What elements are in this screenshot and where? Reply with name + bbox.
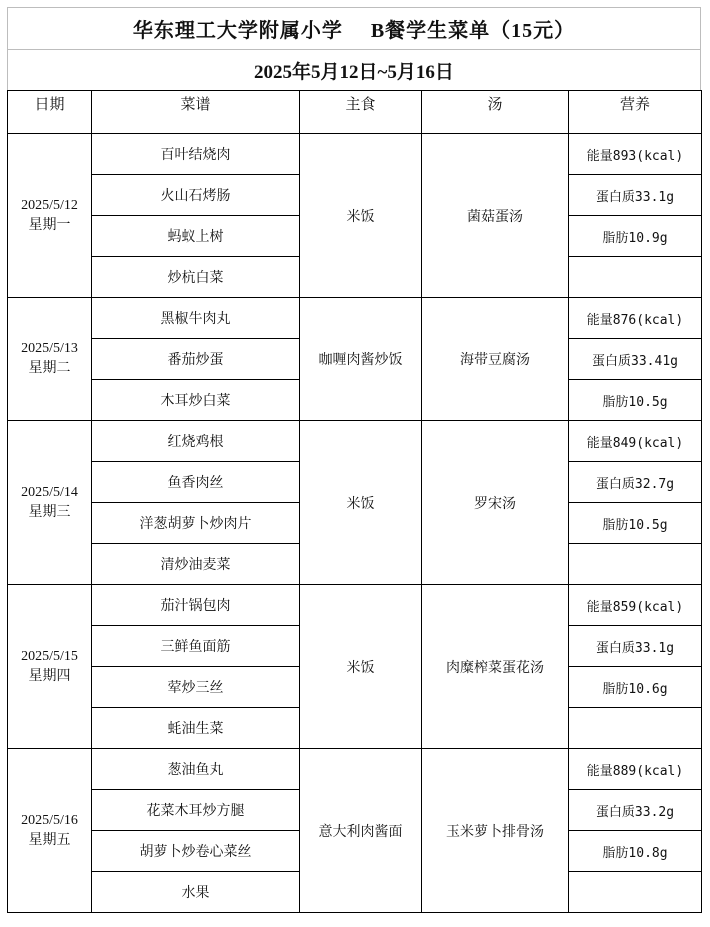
day-weekday: 星期三 [28, 504, 71, 520]
dish-cell: 花菜木耳炒方腿 [92, 790, 300, 831]
dish-cell: 三鲜鱼面筋 [92, 626, 300, 667]
nutrition-cell: 蛋白质33.41g [569, 339, 702, 380]
table-row [8, 749, 702, 790]
dish-cell: 黑椒牛肉丸 [92, 298, 300, 339]
date-range: 2025年5月12日~5月16日 [254, 61, 454, 83]
nutrition-cell: 脂肪10.9g [569, 216, 702, 257]
menu-name: B餐学生菜单（15元） [370, 20, 576, 42]
day-date-cell [8, 298, 92, 421]
day-date: 2025/5/14 [21, 484, 78, 500]
nutrition-cell: 能量849(kcal) [569, 421, 702, 462]
soup-cell: 罗宋汤 [422, 421, 569, 585]
day-date: 2025/5/13 [21, 341, 78, 356]
nutrition-cell: 能量893(kcal) [569, 134, 702, 175]
nutrition-cell: 能量889(kcal) [569, 749, 702, 790]
day-weekday: 星期一 [28, 217, 71, 233]
nutrition-empty-cell [569, 872, 702, 913]
table-row [8, 421, 702, 462]
staple-cell: 意大利肉酱面 [300, 749, 422, 913]
staple-cell: 米饭 [300, 585, 422, 749]
dish-cell: 番茄炒蛋 [92, 339, 300, 380]
menu-body [8, 134, 702, 913]
staple-cell: 咖喱肉酱炒饭 [300, 298, 422, 421]
header-date: 日期 [8, 91, 92, 134]
nutrition-cell: 蛋白质32.7g [569, 462, 702, 503]
menu-sheet [7, 7, 701, 913]
header-nutrition: 营养 [569, 91, 702, 134]
nutrition-cell: 蛋白质33.1g [569, 626, 702, 667]
soup-cell: 海带豆腐汤 [422, 298, 569, 421]
day-date-cell [8, 749, 92, 913]
title-row [7, 7, 701, 49]
dish-cell: 荤炒三丝 [92, 667, 300, 708]
nutrition-cell: 蛋白质33.2g [569, 790, 702, 831]
dish-cell: 洋葱胡萝卜炒肉片 [92, 503, 300, 544]
day-date-cell [8, 421, 92, 585]
nutrition-cell: 脂肪10.5g [569, 503, 702, 544]
soup-cell: 肉糜榨菜蛋花汤 [422, 585, 569, 749]
nutrition-cell: 脂肪10.6g [569, 667, 702, 708]
dish-cell: 葱油鱼丸 [92, 749, 300, 790]
header-row [8, 91, 702, 134]
header-staple: 主食 [300, 91, 422, 134]
day-date: 2025/5/12 [21, 197, 78, 213]
day-weekday: 星期五 [28, 832, 71, 848]
staple-cell: 米饭 [300, 134, 422, 298]
staple-cell: 米饭 [300, 421, 422, 585]
dish-cell: 蚝油生菜 [92, 708, 300, 749]
table-row [8, 134, 702, 175]
day-weekday: 星期四 [28, 668, 71, 684]
day-date-cell [8, 585, 92, 749]
header-soup: 汤 [422, 91, 569, 134]
dish-cell: 茄汁锅包肉 [92, 585, 300, 626]
day-date-cell [8, 134, 92, 298]
menu-table [7, 90, 702, 913]
dish-cell: 鱼香肉丝 [92, 462, 300, 503]
nutrition-cell: 能量876(kcal) [569, 298, 702, 339]
dish-cell: 清炒油麦菜 [92, 544, 300, 585]
nutrition-empty-cell [569, 708, 702, 749]
soup-cell: 菌菇蛋汤 [422, 134, 569, 298]
dish-cell: 红烧鸡根 [92, 421, 300, 462]
soup-cell: 玉米萝卜排骨汤 [422, 749, 569, 913]
nutrition-cell: 能量859(kcal) [569, 585, 702, 626]
school-name: 华东理工大学附属小学 [132, 20, 343, 42]
day-date: 2025/5/16 [21, 812, 78, 828]
dish-cell: 木耳炒白菜 [92, 380, 300, 421]
day-date: 2025/5/15 [21, 648, 78, 664]
nutrition-empty-cell [569, 544, 702, 585]
dish-cell: 炒杭白菜 [92, 257, 300, 298]
day-weekday: 星期二 [28, 361, 71, 376]
header-menu: 菜谱 [92, 91, 300, 134]
dish-cell: 胡萝卜炒卷心菜丝 [92, 831, 300, 872]
dish-cell: 百叶结烧肉 [92, 134, 300, 175]
table-row [8, 298, 702, 339]
nutrition-cell: 脂肪10.5g [569, 380, 702, 421]
nutrition-cell: 脂肪10.8g [569, 831, 702, 872]
date-range-row [7, 49, 701, 90]
dish-cell: 火山石烤肠 [92, 175, 300, 216]
nutrition-cell: 蛋白质33.1g [569, 175, 702, 216]
table-row [8, 585, 702, 626]
dish-cell: 水果 [92, 872, 300, 913]
dish-cell: 蚂蚁上树 [92, 216, 300, 257]
nutrition-empty-cell [569, 257, 702, 298]
